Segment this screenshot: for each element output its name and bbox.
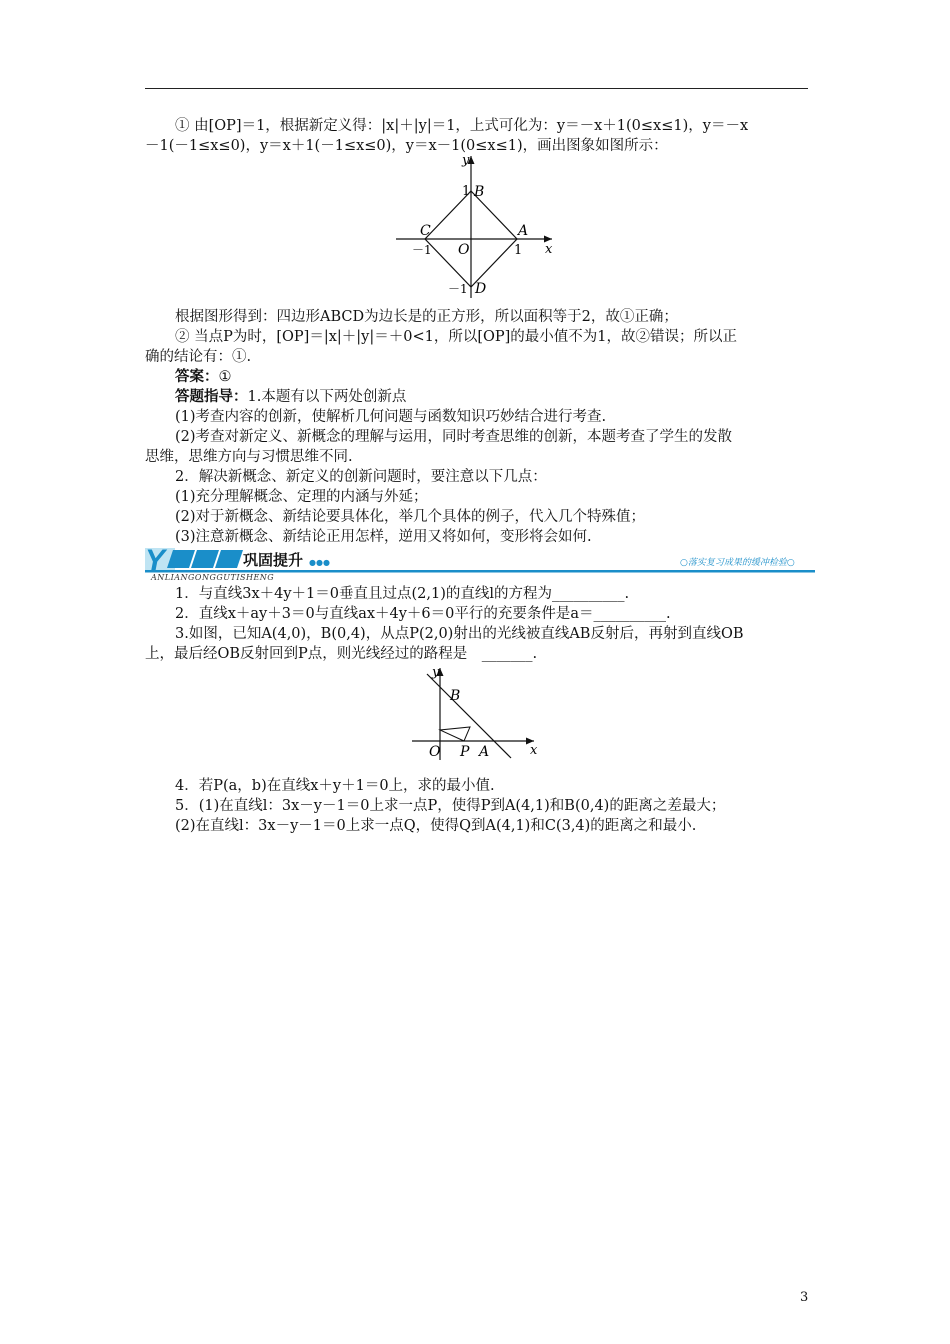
guide-item-3-3: (3)注意新概念、新结论正用怎样，逆用又将如何，变形将会如何. xyxy=(175,529,592,545)
guide-text: 1.本题有以下两处创新点 xyxy=(247,389,407,405)
guide-item-1: (1)考查内容的创新，使解析几何问题与函数知识巧妙结合进行考查. xyxy=(175,409,607,425)
guide-label: 答题指导： xyxy=(175,388,248,405)
answer-line xyxy=(145,367,813,387)
fig1-label-a: A xyxy=(518,223,529,239)
fig1-tick-1-right: 1 xyxy=(514,243,523,258)
fig2-y-label: y xyxy=(432,665,440,680)
fig1-label-d: D xyxy=(475,281,487,297)
guide-item-3: 2．解决新概念、新定义的创新问题时，要注意以下几点： xyxy=(175,469,547,485)
square-graph-figure xyxy=(392,150,562,300)
answer-value: ① xyxy=(218,369,232,385)
fig2-x-label: x xyxy=(530,743,538,758)
fig1-label-b: B xyxy=(474,184,485,200)
reflection-figure xyxy=(408,664,548,764)
square-graph xyxy=(392,150,562,300)
guide-item-3-2: (2)对于新概念、新结论要具体化，举几个具体的例子，代入几个特殊值； xyxy=(175,509,646,525)
banner-graphic xyxy=(145,546,815,580)
solution-line-4: ② 当点P为时，[OP]＝|x|＋|y|＝＋0<1，所以[OP]的最小值不为1，故②错误；所以正 xyxy=(175,329,738,345)
guide-item-2b: 思维，思维方向与习惯思维不同. xyxy=(145,449,353,465)
banner-pinyin: ANLIANGONGGUTISHENG xyxy=(151,573,275,580)
header-rule xyxy=(145,88,808,89)
exercise-4: 4．若P(a，b)在直线x＋y＋1＝0上，求的最小值. xyxy=(175,778,495,794)
exercise-1: 1．与直线3x＋4y＋1＝0垂直且过点(2,1)的直线l的方程为__________. xyxy=(175,586,630,602)
solution-line-1: ① 由[OP]＝1，根据新定义得：|x|＋|y|＝1，上式可化为：y＝－x＋1(0≤x≤1)，y＝－x xyxy=(175,118,749,134)
exercise-3a: 3.如图，已知A(4,0)，B(0,4)，从点P(2,0)射出的光线被直线AB反射后，再射到直线OB xyxy=(175,626,744,642)
banner-right-text: ○落实复习成果的缓冲检验○ xyxy=(680,558,795,568)
exercise-2: 2．直线x＋ay＋3＝0与直线ax＋4y＋6＝0平行的充要条件是a＝__________. xyxy=(175,606,671,622)
solution-block-bottom xyxy=(145,307,813,547)
answer-label: 答案： xyxy=(175,368,219,385)
fig2-label-b: B xyxy=(450,688,461,704)
exercise-3b: 上，最后经OB反射回到P点，则光线经过的路程是 _______. xyxy=(145,646,538,662)
fig2-label-p: P xyxy=(460,744,470,760)
exercises-block-bottom xyxy=(145,776,813,836)
fig1-label-c: C xyxy=(420,223,431,239)
banner-dots: ●●● xyxy=(309,558,330,567)
fig1-tick-1-top: 1 xyxy=(462,184,471,199)
section-banner xyxy=(145,546,815,580)
banner-title: 巩固提升 xyxy=(243,551,304,569)
guide-item-3-1: (1)充分理解概念、定理的内涵与外延； xyxy=(175,489,428,505)
guide-item-2a: (2)考查对新定义、新概念的理解与运用，同时考查思维的创新，本题考查了学生的发散 xyxy=(175,429,733,445)
reflection-graph xyxy=(408,664,548,764)
guide-line xyxy=(145,387,813,407)
fig1-tick-neg1-bottom: －1 xyxy=(448,282,468,296)
solution-line-5: 确的结论有：①. xyxy=(145,349,252,365)
fig2-label-o: O xyxy=(429,744,441,760)
solution-line-3: 根据图形得到：四边形ABCD为边长是的正方形，所以面积等于2，故①正确； xyxy=(175,309,678,325)
fig1-y-label: y xyxy=(462,153,470,168)
exercise-5b: (2)在直线l：3x－y－1＝0上求一点Q，使得Q到A(4,1)和C(3,4)的距离之和最小. xyxy=(175,818,697,834)
solution-line-2: －1(－1≤x≤0)，y＝x＋1(－1≤x≤0)，y＝x－1(0≤x≤1)，画出图象如图所示： xyxy=(145,138,668,154)
fig1-label-o: O xyxy=(458,242,470,258)
banner-letter: Y xyxy=(145,546,166,577)
page-number: 3 xyxy=(800,1290,809,1305)
fig2-label-a: A xyxy=(479,744,490,760)
exercise-5a: 5．(1)在直线l：3x－y－1＝0上求一点P，使得P到A(4,1)和B(0,4)的距离之差最大； xyxy=(175,798,726,814)
fig1-x-label: x xyxy=(545,242,553,257)
fig1-tick-neg1-left: －1 xyxy=(412,243,432,257)
exercises-block-top xyxy=(145,584,813,664)
